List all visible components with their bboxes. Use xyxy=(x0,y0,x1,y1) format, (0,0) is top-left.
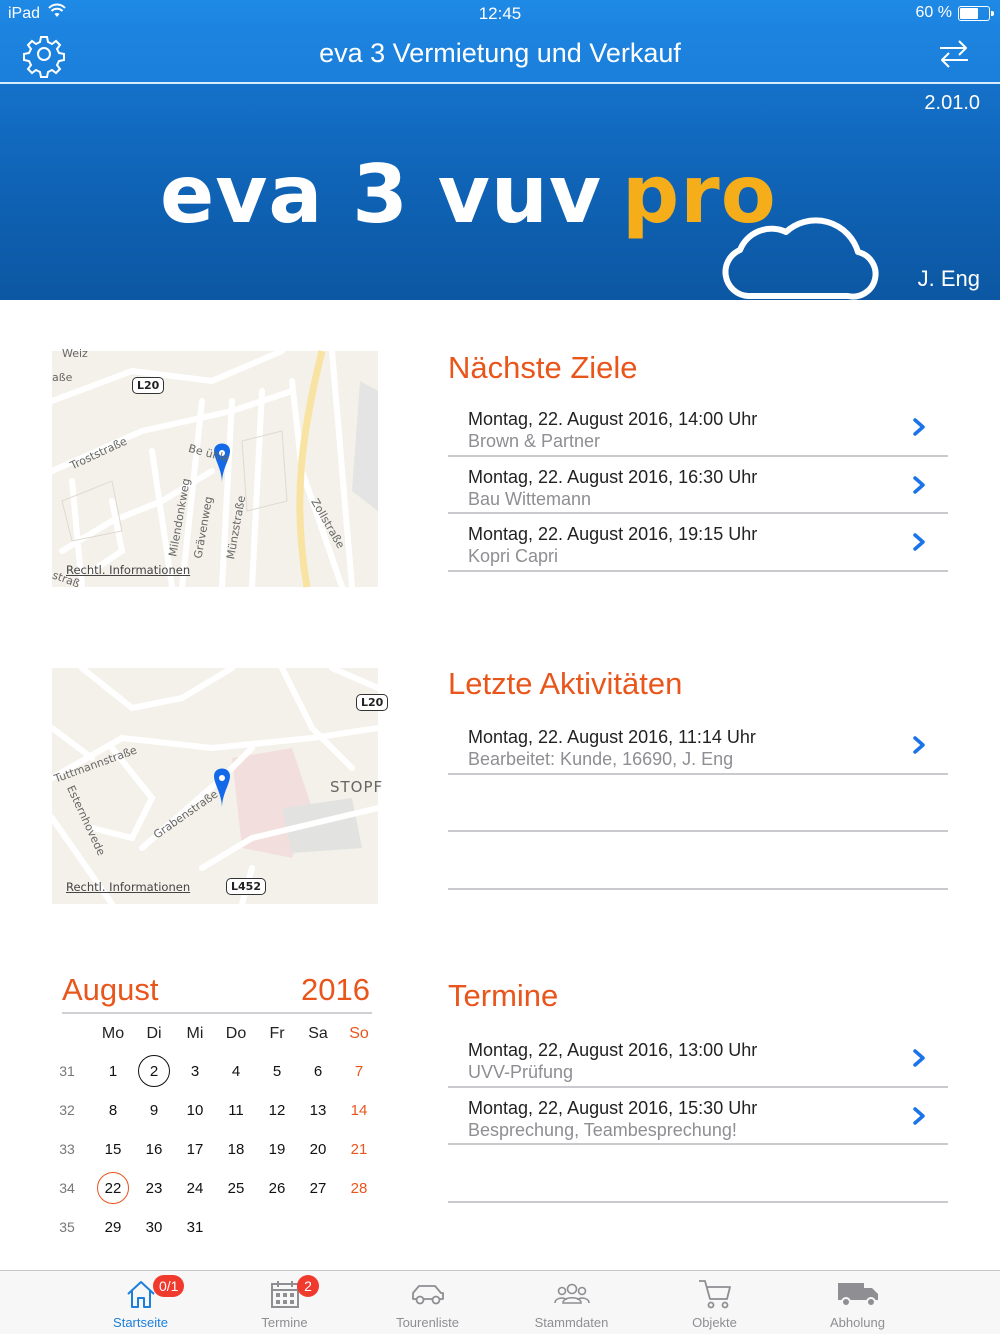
calendar-day[interactable]: 20 xyxy=(309,1140,327,1158)
map2-label-esternhovede: Esternhovede xyxy=(63,783,108,858)
item-date: Montag, 22. August 2016, 11:14 Uhr xyxy=(468,727,756,747)
item-date: Montag, 22. August 2016, 19:15 Uhr xyxy=(468,524,758,544)
calendar-day[interactable]: 28 xyxy=(350,1179,368,1197)
list-item[interactable] xyxy=(448,399,948,457)
device-name: iPad xyxy=(8,4,41,22)
list-item[interactable] xyxy=(448,514,948,572)
list-item[interactable] xyxy=(448,717,948,775)
tab-label: Tourenliste xyxy=(396,1315,459,1330)
status-bar xyxy=(0,0,1000,28)
app-logo xyxy=(160,148,777,241)
tab-abholung[interactable] xyxy=(786,1271,929,1335)
section-title-next-targets: Nächste Ziele xyxy=(448,350,638,385)
list-item[interactable] xyxy=(448,1030,948,1088)
sync-button[interactable] xyxy=(932,34,976,74)
section-title-last-activities: Letzte Aktivitäten xyxy=(448,666,683,701)
calendar-day[interactable]: 7 xyxy=(354,1062,364,1080)
chevron-right-icon xyxy=(912,1106,926,1126)
list-item[interactable] xyxy=(448,1088,948,1146)
list-item[interactable] xyxy=(448,457,948,515)
map1-label-muenzstrasse: Münzstraße xyxy=(224,494,249,561)
map2-road-shield-l452: L452 xyxy=(226,878,266,895)
calendar-weekday-header: So xyxy=(349,1025,369,1042)
car-icon xyxy=(408,1277,448,1311)
calendar-day[interactable]: 12 xyxy=(268,1101,286,1119)
map2-road-shield-l20: L20 xyxy=(356,694,388,711)
current-user: J. Eng xyxy=(917,266,980,291)
calendar-weekday-header: Mo xyxy=(101,1025,125,1042)
calendar-weekday-header: Sa xyxy=(308,1025,328,1042)
last-activities-list xyxy=(448,717,948,890)
calendar-header-divider xyxy=(62,1012,372,1014)
calendar-day[interactable]: 25 xyxy=(227,1179,245,1197)
calendar-day[interactable]: 14 xyxy=(350,1101,368,1119)
truck-icon xyxy=(838,1277,878,1311)
calendar-day[interactable]: 17 xyxy=(186,1140,204,1158)
calendar-day[interactable]: 16 xyxy=(145,1140,163,1158)
item-date: Montag, 22. August 2016, 16:30 Uhr xyxy=(468,466,758,487)
tab-badge: 2 xyxy=(297,1275,319,1297)
map-next-target[interactable] xyxy=(50,347,378,591)
calendar-day[interactable]: 4 xyxy=(231,1062,241,1080)
calendar-day[interactable]: 24 xyxy=(186,1179,204,1197)
calendar-day[interactable]: 19 xyxy=(268,1140,286,1158)
tab-label: Startseite xyxy=(113,1315,168,1330)
calendar-day[interactable] xyxy=(134,1053,174,1089)
calendar-day[interactable]: 13 xyxy=(309,1101,327,1119)
tab-stammdaten[interactable] xyxy=(500,1271,643,1335)
item-subtitle: Bau Wittemann xyxy=(468,488,592,509)
calendar-day[interactable]: 26 xyxy=(268,1179,286,1197)
item-date: Montag, 22, August 2016, 15:30 Uhr xyxy=(468,1097,758,1118)
calendar-weekday-header: Mi xyxy=(186,1025,204,1042)
appointments-list xyxy=(448,1030,948,1203)
sync-arrows-icon xyxy=(934,36,974,72)
battery-icon xyxy=(958,6,990,21)
status-right xyxy=(916,4,990,22)
map1-label-abe: aße xyxy=(52,371,73,384)
tab-objekte[interactable] xyxy=(643,1271,786,1335)
map1-label-weiz: Weiz xyxy=(62,347,88,360)
tab-tourenliste[interactable] xyxy=(356,1271,499,1335)
calendar-week-number: 31 xyxy=(59,1063,75,1079)
nav-title: eva 3 Vermietung und Verkauf xyxy=(319,38,681,68)
calendar-weekday-header: Fr xyxy=(269,1025,285,1042)
calendar-day[interactable]: 18 xyxy=(227,1140,245,1158)
tab-label: Stammdaten xyxy=(534,1315,609,1330)
map-last-activity[interactable] xyxy=(52,668,384,904)
battery-fill xyxy=(960,8,978,19)
calendar-day[interactable]: 8 xyxy=(108,1101,118,1119)
map1-label-beuhle: Be ühle xyxy=(187,441,231,466)
calendar-week-number: 35 xyxy=(59,1219,75,1235)
map1-label-zollstrasse: Zollstraße xyxy=(308,496,348,551)
cloud-icon xyxy=(718,204,878,304)
item-date: Montag, 22, August 2016, 13:00 Uhr xyxy=(468,1040,758,1060)
calendar-day[interactable]: 11 xyxy=(228,1101,244,1119)
item-subtitle: Brown & Partner xyxy=(468,431,601,451)
people-icon xyxy=(552,1277,592,1311)
calendar-year: 2016 xyxy=(301,972,370,1007)
chevron-right-icon xyxy=(912,1048,926,1068)
item-subtitle: UVV-Prüfung xyxy=(468,1062,574,1082)
map1-label-milendonkweg: Milendonkweg xyxy=(166,477,193,558)
calendar-day[interactable]: 15 xyxy=(104,1140,122,1158)
map2-label-stopp: STOPF xyxy=(330,778,384,796)
selected-day-marker: 2 xyxy=(138,1055,170,1087)
calendar-day[interactable] xyxy=(93,1170,133,1206)
calendar-day[interactable]: 21 xyxy=(350,1140,368,1158)
calendar-day[interactable]: 5 xyxy=(272,1062,282,1080)
brand-banner xyxy=(0,84,1000,300)
calendar-day[interactable]: 30 xyxy=(145,1218,163,1236)
chevron-right-icon xyxy=(912,475,926,495)
section-title-appointments: Termine xyxy=(448,978,559,1013)
calendar-month: August xyxy=(62,972,159,1007)
calendar-week-number: 34 xyxy=(59,1180,75,1196)
map1-label-troststrasse: Troststraße xyxy=(68,434,130,473)
today-marker: 22 xyxy=(97,1172,129,1204)
cart-icon xyxy=(695,1277,735,1311)
tab-bar xyxy=(0,1270,1000,1334)
calendar-day[interactable]: 23 xyxy=(145,1179,163,1197)
tab-termine[interactable] xyxy=(213,1271,356,1335)
chevron-right-icon xyxy=(912,417,926,437)
calendar-day[interactable]: 27 xyxy=(309,1179,327,1197)
map2-legal-link[interactable]: Rechtl. Informationen xyxy=(66,880,191,894)
logo-accent-text: pro xyxy=(622,148,777,241)
calendar-day[interactable]: 10 xyxy=(186,1101,204,1119)
calendar-week-number: 33 xyxy=(59,1141,75,1157)
tab-startseite[interactable] xyxy=(69,1271,212,1335)
map1-road-shield: L20 xyxy=(132,377,164,394)
tab-label: Abholung xyxy=(830,1315,885,1330)
calendar-day[interactable]: 9 xyxy=(149,1101,159,1119)
calendar-day[interactable]: 1 xyxy=(108,1062,118,1080)
tab-badge: 0/1 xyxy=(153,1275,184,1297)
next-targets-list xyxy=(448,399,948,572)
calendar-week-number: 32 xyxy=(59,1102,75,1118)
item-subtitle: Kopri Capri xyxy=(468,546,559,566)
calendar-weekday-header: Di xyxy=(146,1025,162,1042)
item-date: Montag, 22. August 2016, 14:00 Uhr xyxy=(468,409,758,429)
map1-label-graevenweg: Grävenweg xyxy=(191,495,216,560)
calendar-weekday-header: Do xyxy=(225,1025,247,1042)
calendar-day[interactable]: 29 xyxy=(104,1218,122,1236)
map1-legal-link[interactable]: Rechtl. Informationen xyxy=(66,563,191,577)
status-time: 12:45 xyxy=(478,4,522,23)
map2-label-grabenstrasse: Grabenstraße xyxy=(151,787,221,842)
navigation-bar xyxy=(0,28,1000,82)
empty-row xyxy=(448,832,948,890)
calendar-day[interactable]: 3 xyxy=(190,1062,200,1080)
tab-label: Objekte xyxy=(692,1315,737,1330)
map-streets xyxy=(52,351,378,587)
item-subtitle: Besprechung, Teambesprechung! xyxy=(468,1119,737,1140)
item-subtitle: Bearbeitet: Kunde, 16690, J. Eng xyxy=(468,749,734,769)
chevron-right-icon xyxy=(912,735,926,755)
battery-text: 60 % xyxy=(915,4,952,21)
logo-main-text: eva 3 vuv xyxy=(160,148,603,241)
map1-label-strass: straß xyxy=(50,568,82,591)
empty-row xyxy=(448,1145,948,1203)
chevron-right-icon xyxy=(912,532,926,552)
tab-label: Termine xyxy=(261,1315,308,1330)
calendar-day[interactable]: 6 xyxy=(313,1062,323,1080)
calendar-day[interactable]: 31 xyxy=(186,1218,204,1236)
empty-row xyxy=(448,775,948,833)
map2-label-tuttmannstrasse: Tuttmannstraße xyxy=(52,743,139,786)
app-version: 2.01.0 xyxy=(924,92,980,114)
